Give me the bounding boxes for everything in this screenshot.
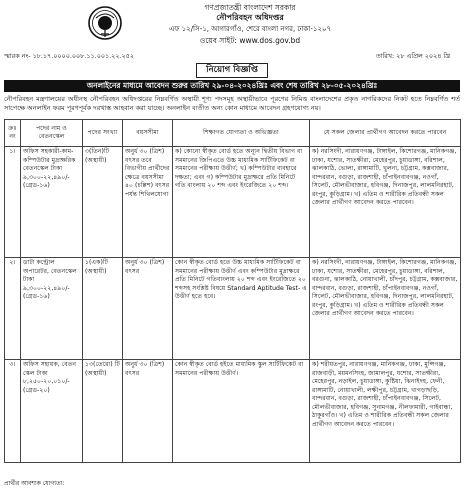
row-post: অফিস সহকারী-কাম-কম্পিউটার মুদ্রাক্ষরিক বেতনস্কেল টাকা ৯,৩০০-২২,৪৯০/- (গ্রেড-১৬) bbox=[21, 147, 83, 258]
table-row bbox=[5, 258, 461, 360]
website[interactable]: ওয়েব সাইট: www.dos.gov.bd bbox=[199, 36, 301, 45]
row-age: অনুর্ধ ৩০ (ত্রিশ) বৎসর bbox=[123, 258, 173, 360]
row-districts: ক) নরসিংদী, নারায়ণগঞ্জ, টাঙ্গাইল, কিশোরগঞ্জ, মানিকগঞ্জ, ঢাকা, যশোর, সাতক্ষীরা, মেহেরপুর, চুয়াডাঙ্গা, বরিশাল, বরগুনা, ঝালকাঠি, নোয়াখালী, চাঁদপুর, চট্টগ্রাম, কক্সবাজার, বান্দরবান, বগুড়া, রাজশাহী, চাঁপাইনবাবগঞ্জ, নওগাঁ, সিলেট, মৌলভীবাজার, হবিগঞ্জ, দিনাজপুর, লালমনিরহাট, রংপুর, কুড়িগ্রাম। খ) এতিম ও শারীরিক প্রতিবন্ধী সকল জেলার প্রার্থীগণ আবেদন করতে পারবেন। bbox=[310, 258, 461, 360]
header-age: বয়সসীমা bbox=[123, 120, 173, 147]
row-count: ১৩(তেরো) টি (অস্থায়ী) bbox=[83, 360, 123, 463]
header-count: পদের সংখ্যা bbox=[83, 120, 123, 147]
table-header-row bbox=[5, 120, 461, 147]
table-row bbox=[5, 147, 461, 258]
row-count: ১(এক)টি (অস্থায়ী) bbox=[83, 258, 123, 360]
page-title: নিয়োগ বিজ্ঞপ্তি bbox=[196, 63, 268, 78]
row-qualification: কোন স্বীকৃত বোর্ড হতে উচ্চ মাধ্যমিক সার্টিফিকেট বা সমমানের পরীক্ষায় উত্তীর্ণ এবং কম্পিউটার মুদ্রাক্ষরে প্রতি মিনিটে গতিবাংলায় ২০ শব্দ এবং ইংরেজিতে ২০ শব্দসহ সংশ্লিষ্ট বিষয়ে Standard Aptitude Test- এ উত্তীর্ণ হতে হবে। bbox=[173, 258, 310, 360]
row-serial: ৩। bbox=[5, 360, 21, 463]
row-age: অনুর্ধ ৩০ (ত্রিশ) বৎসর তবে বিভাগীয় প্রার্থীদের ক্ষেত্রে বয়সসীমা ৪০ (চল্লিশ) বৎসর পর্যন্ত শিথিলযোগ্য bbox=[123, 147, 173, 258]
row-districts: ক) শরীয়তপুর, নারায়ণগঞ্জ, মানিকগঞ্জ, ঢাকা, মুন্সিগঞ্জ, রাজবাড়ী, ময়মনসিংহ, জামালপুর, যশোর, সাতক্ষীরা, মেহেরপুর, নড়াইল, চুয়াডাঙ্গা, কুষ্টিয়া, ঝিনাইদহ, ফেনী, রাঙ্গামাটি, নোয়াখালী, লক্ষীপুর, চট্টগ্রাম, খাগড়াছড়ি, বান্দরবান, বগুড়া, রাজশাহী, চাঁপাইনবাবগঞ্জ, সিলেট, মৌলভীবাজার, হবিগঞ্জ, সুনামগঞ্জ, নীলফামারী, গাইবান্ধা, ঠাকুরগাঁও। খ) এতিম ও শারীরিক প্রতিবন্ধী সকল জেলার প্রার্থীগণ আবেদন করতে পারবেন। bbox=[310, 360, 461, 463]
vacancy-table bbox=[4, 119, 461, 463]
row-districts: ক) নরসিংদী, নারায়ণগঞ্জ, টাঙ্গাইল, কিশোরগঞ্জ, মানিকগঞ্জ, ঢাকা, যশোর, সাতক্ষীরা, মেহেরপুর, চুয়াডাঙ্গা, বরিশাল, ঝালকাঠি, ভোলা, রাঙ্গামাটি, খুলনা, চট্টগ্রাম, কক্সবাজার, বান্দরবান, বগুড়া, রাজশাহী, চাঁপাইনবাবগঞ্জ, নওগাঁ, সিলেট, মৌলভীবাজার, হবিগঞ্জ, দিনাজপুর, লালমনিরহাট, রংপুর, কুড়িগ্রাম। খ) এতিম ও শারীরিক প্রতিবন্ধী সকল জেলার প্রার্থীগণ আবেদন করতে পারবেন। bbox=[310, 147, 461, 258]
row-post: ডাটা কন্ট্রোল অপারেটর, বেতনস্কেল টাকা ৯,৩০০-২২,৪৯০/- (গ্রেড-১৬) bbox=[21, 258, 83, 360]
header-districts: যে সকল জেলার প্রার্থীগণ আবেদন করতে পারবেন bbox=[310, 120, 461, 147]
header-post: পদের নাম ও বেতনস্কেল bbox=[21, 120, 83, 147]
footer-note: প্রার্থীর আবশ্যক যোগ্যতা: bbox=[4, 480, 65, 487]
row-post: অফিস সহায়ক, বেতন স্কেল টাকা ৮,২৫০-২০,০১০/- (গ্রেড-২০) bbox=[21, 360, 83, 463]
memo-reference: স্মারক নং- ১৮.১৭.০০০০.০০৮.১১.০০১.২২.২৫২ bbox=[4, 52, 134, 60]
intro-paragraph: নৌপরিবহন মন্ত্রণালয়ের অধীনস্থ নৌপরিবহন অধিদপ্তরের নিম্নবর্ণিত অস্থায়ী শূণ্য পদসমূহ অস্থায়ীভাবে পূরণের নিমিত্ত বাংলাদেশের প্রকৃত নাগরিকদের নিকট হতে নিম্নবর্ণিত শর্ত সাপেক্ষে অনলাইন ফরম পূরণপূর্বক দরখাস্ত আহবান করা যাচ্ছে। অনলাইন ব্যতীত অন্য কোন মাধ্যমে আবেদন গ্রহণযোগ্য নয়। bbox=[4, 95, 460, 112]
row-qualification: কোন স্বীকৃত বোর্ড হইতে মাধ্যমিক স্কুল সার্টিফিকেট বা সমমানের পরীক্ষায় উত্তীর্ণ। bbox=[173, 360, 310, 463]
government-seal-logo bbox=[88, 6, 122, 40]
office-address: এফ ১২/সি-১, আগারগাঁও, শেরে বাংলা নগর, ঢাকা-১২০৭ bbox=[168, 25, 332, 33]
row-serial: ১। bbox=[5, 147, 21, 258]
header-qualification: শিক্ষাগত যোগ্যতা ও অভিজ্ঞতা bbox=[173, 120, 310, 147]
row-qualification: ক) কোনো স্বীকৃত বোর্ড হতে অন্যূন দ্বিতীয় বিভাগ বা সমমানের জিপিএতে উচ্চ মাধ্যমিক সার্টিফিকেট বা সমমানের পরীক্ষায় উত্তীর্ণ; খ) কম্পিউটার ব্যবহারে দক্ষতা; এবং গ) কম্পিউটার মুদ্রাক্ষরে প্রতি মিনিটে গতি বাংলায় ২০ শব্দ এবং ইংরেজিতে ২০ শব্দ। bbox=[173, 147, 310, 258]
row-serial: ২। bbox=[5, 258, 21, 360]
row-age: অনুর্ধ ৩০ (ত্রিশ) বৎসর bbox=[123, 360, 173, 463]
government-name: গণপ্রজাতন্ত্রী বাংলাদেশ সরকার bbox=[204, 3, 296, 12]
department-name: নৌপরিবহন অধিদপ্তর bbox=[216, 13, 284, 22]
header-serial: ক্রঃ নং bbox=[5, 120, 21, 147]
table-row bbox=[5, 360, 461, 463]
memo-date: তারিখ: ২৮ এপ্রিল ২০২৪ খ্রি bbox=[375, 52, 450, 60]
application-period-banner: অনলাইনের মাধ্যমে আবেদন শুরুর তারিখ ২৯-০৪-২০২৪খ্রিঃ এবং শেষ তারিখ ২৮-০৫-২০২৪খ্রিঃ bbox=[4, 80, 460, 92]
row-count: ৩(তিন)টি (অস্থায়ী) bbox=[83, 147, 123, 258]
